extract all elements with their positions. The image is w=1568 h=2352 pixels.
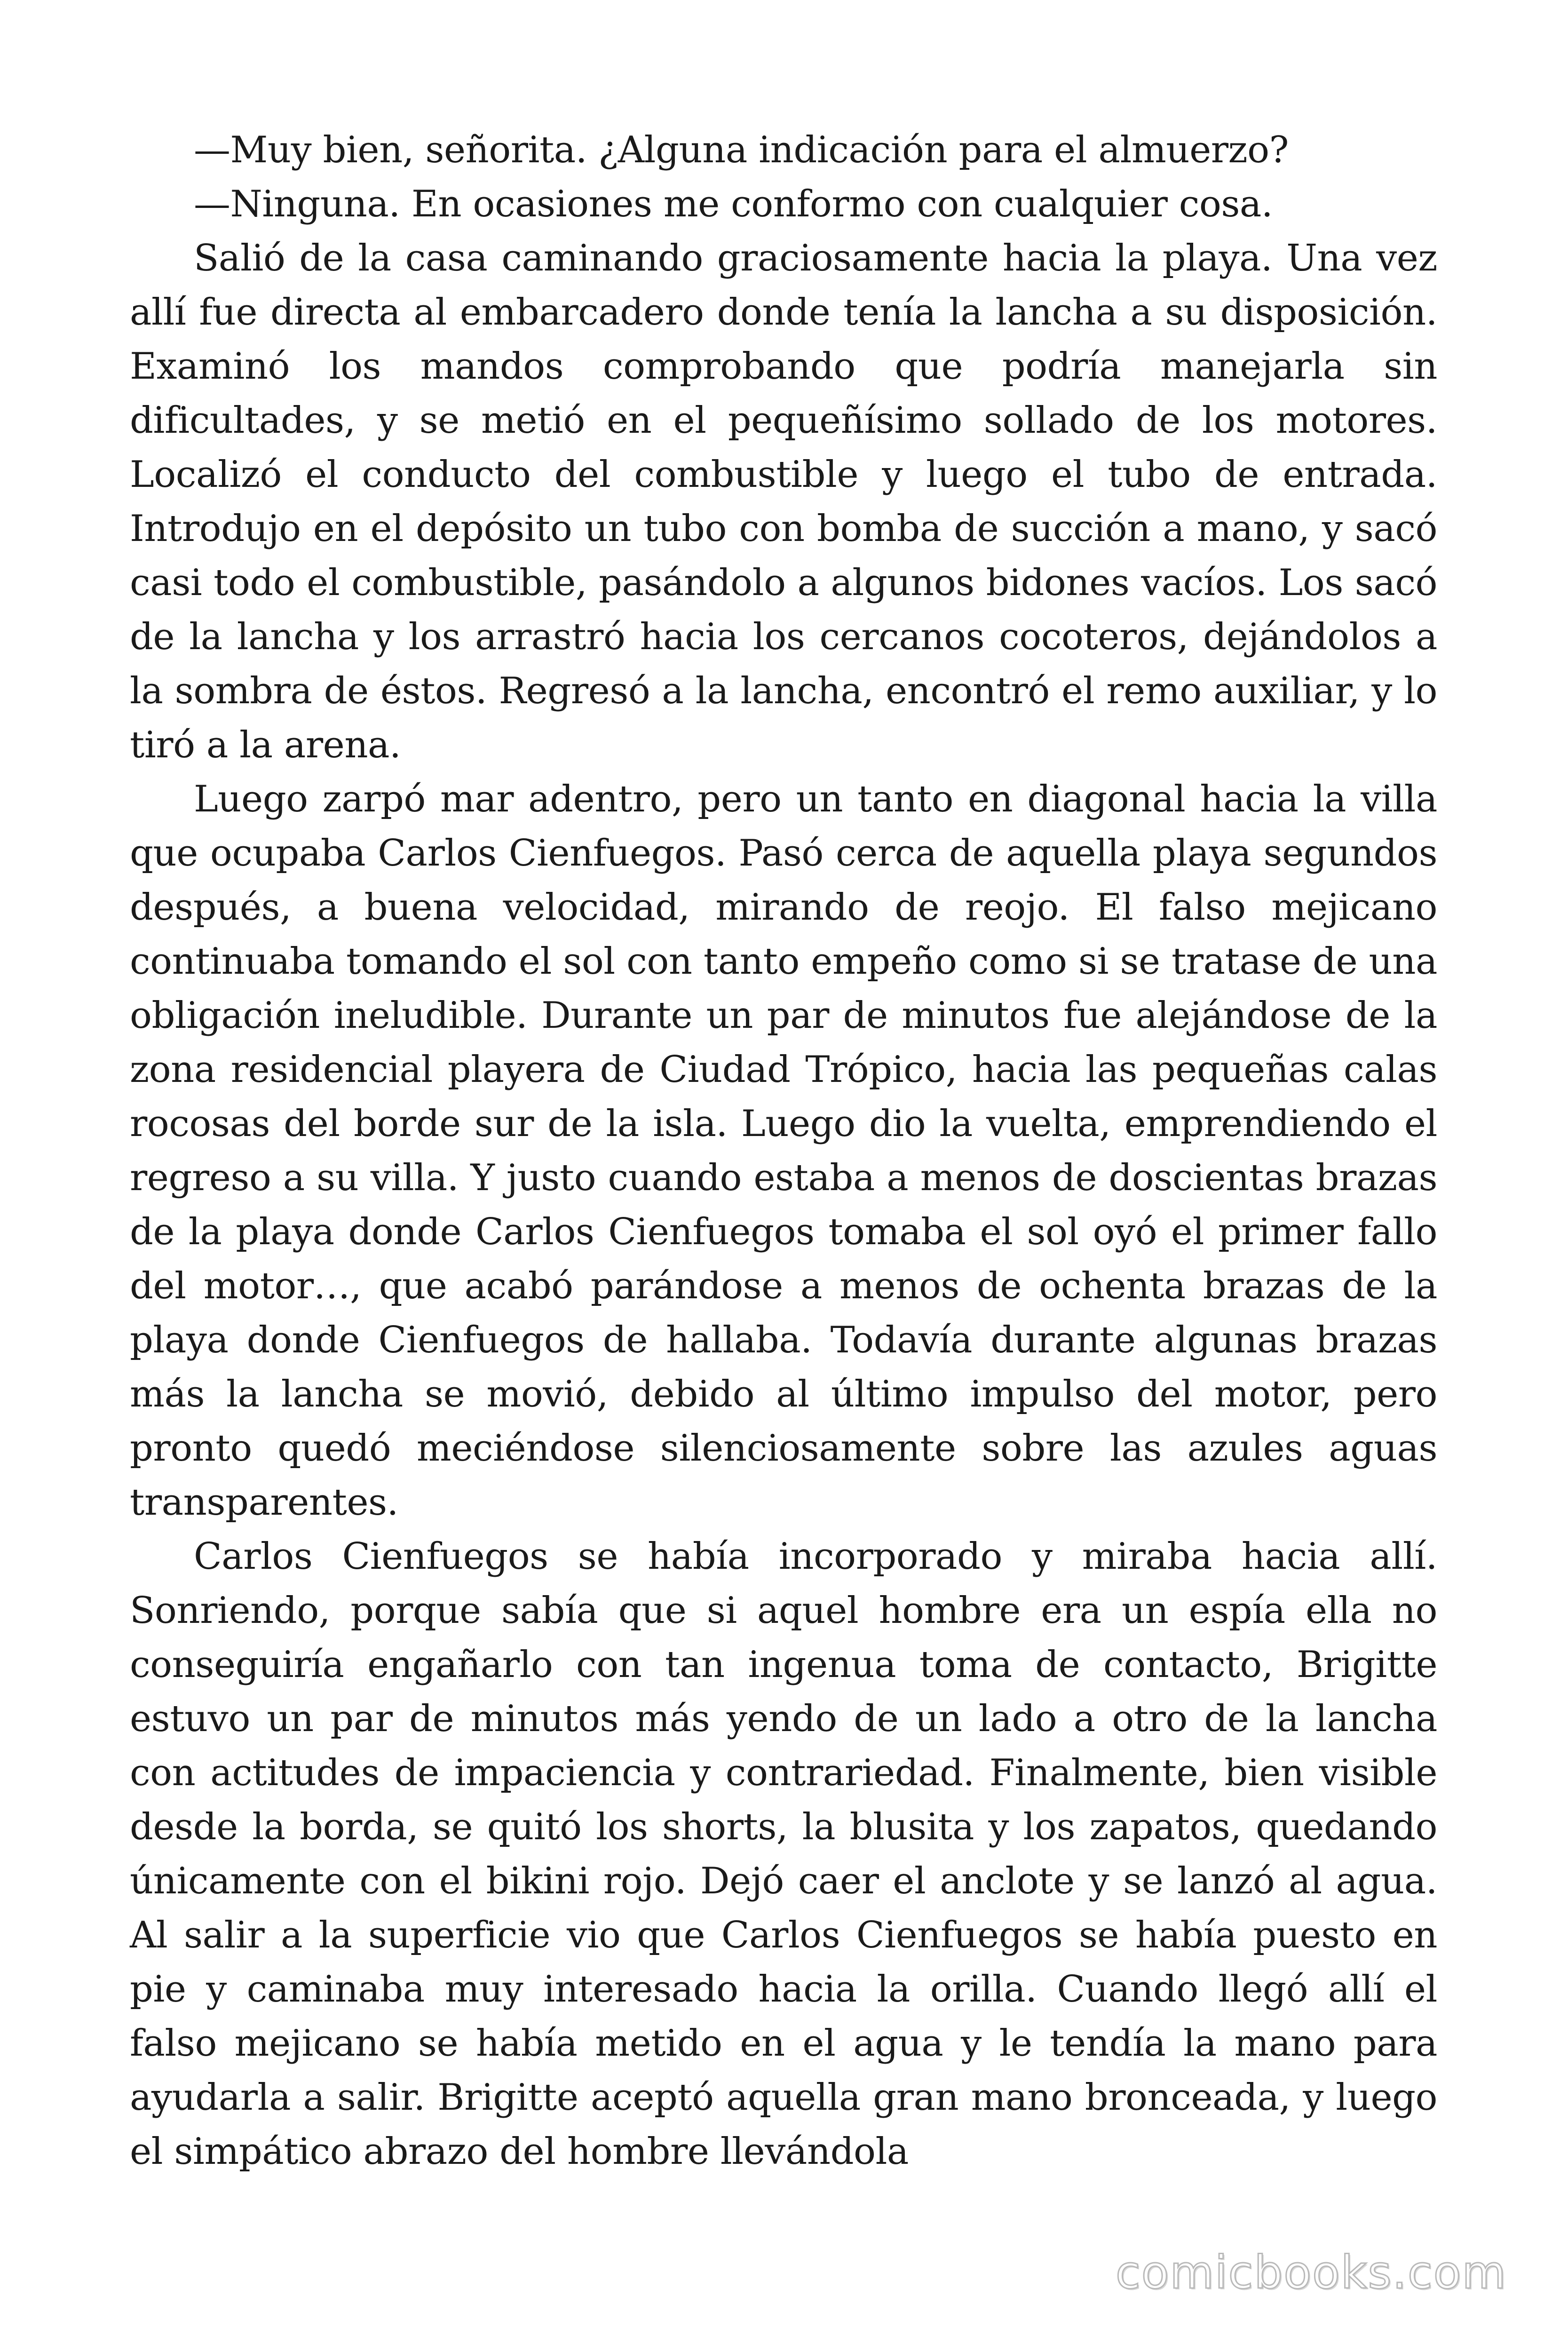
watermark: comicbooks.com (1115, 2246, 1507, 2299)
book-page (130, 123, 1437, 2179)
paragraph-dialogue-2: —Ninguna. En ocasiones me conformo con cualquier cosa. (194, 183, 1273, 225)
paragraph-narration-3: Carlos Cienfuegos se había incorporado y miraba hacia allí. Sonriendo, porque sabía que si aquel hombre era un espía ella no conseguiría engañarlo con tan ingenua toma de contacto, Brigitte estuvo un par de minutos más yendo de un lado a otro de la lancha con actitudes de impaciencia y contrariedad. Finalmente, bien visible desde la borda, se quitó los shorts, la blusita y los zapatos, quedando únicamente con el bikini rojo. Dejó caer el anclote y se lanzó al agua. Al salir a la superficie vio que Carlos Cienfuegos se había puesto en pie y caminaba muy interesado hacia la orilla. Cuando llegó allí el falso mejicano se había metido en el agua y le tendía la mano para ayudarla a salir. Brigitte aceptó aquella gran mano bronceada, y luego el simpático abrazo del hombre llevándola (130, 1535, 1437, 2173)
paragraph-narration-2: Luego zarpó mar adentro, pero un tanto en diagonal hacia la villa que ocupaba Carlos Cienfuegos. Pasó cerca de aquella playa segundos después, a buena velocidad, mirando de reojo. El falso mejicano continuaba tomando el sol con tanto empeño como si se tratase de una obligación ineludible. Durante un par de minutos fue alejándose de la zona residencial playera de Ciudad Trópico, hacia las pequeñas calas rocosas del borde sur de la isla. Luego dio la vuelta, emprendiendo el regreso a su villa. Y justo cuando estaba a menos de doscientas brazas de la playa donde Carlos Cienfuegos tomaba el sol oyó el primer fallo del motor…, que acabó parándose a menos de ochenta brazas de la playa donde Cienfuegos de hallaba. Todavía durante algunas brazas más la lancha se movió, debido al último impulso del motor, pero pronto quedó meciéndose silenciosamente sobre las azules aguas transparentes. (130, 778, 1437, 1524)
paragraph-narration-1: Salió de la casa caminando graciosamente hacia la playa. Una vez allí fue directa al embarcadero donde tenía la lancha a su disposición. Examinó los mandos comprobando que podría manejarla sin dificultades, y se metió en el pequeñísimo sollado de los motores. Localizó el conducto del combustible y luego el tubo de entrada. Introdujo en el depósito un tubo con bomba de succión a mano, y sacó casi todo el combustible, pasándolo a algunos bidones vacíos. Los sacó de la lancha y los arrastró hacia los cercanos cocoteros, dejándolos a la sombra de éstos. Regresó a la lancha, encontró el remo auxiliar, y lo tiró a la arena. (130, 237, 1437, 766)
paragraph-dialogue-1: —Muy bien, señorita. ¿Alguna indicación para el almuerzo? (194, 129, 1289, 171)
